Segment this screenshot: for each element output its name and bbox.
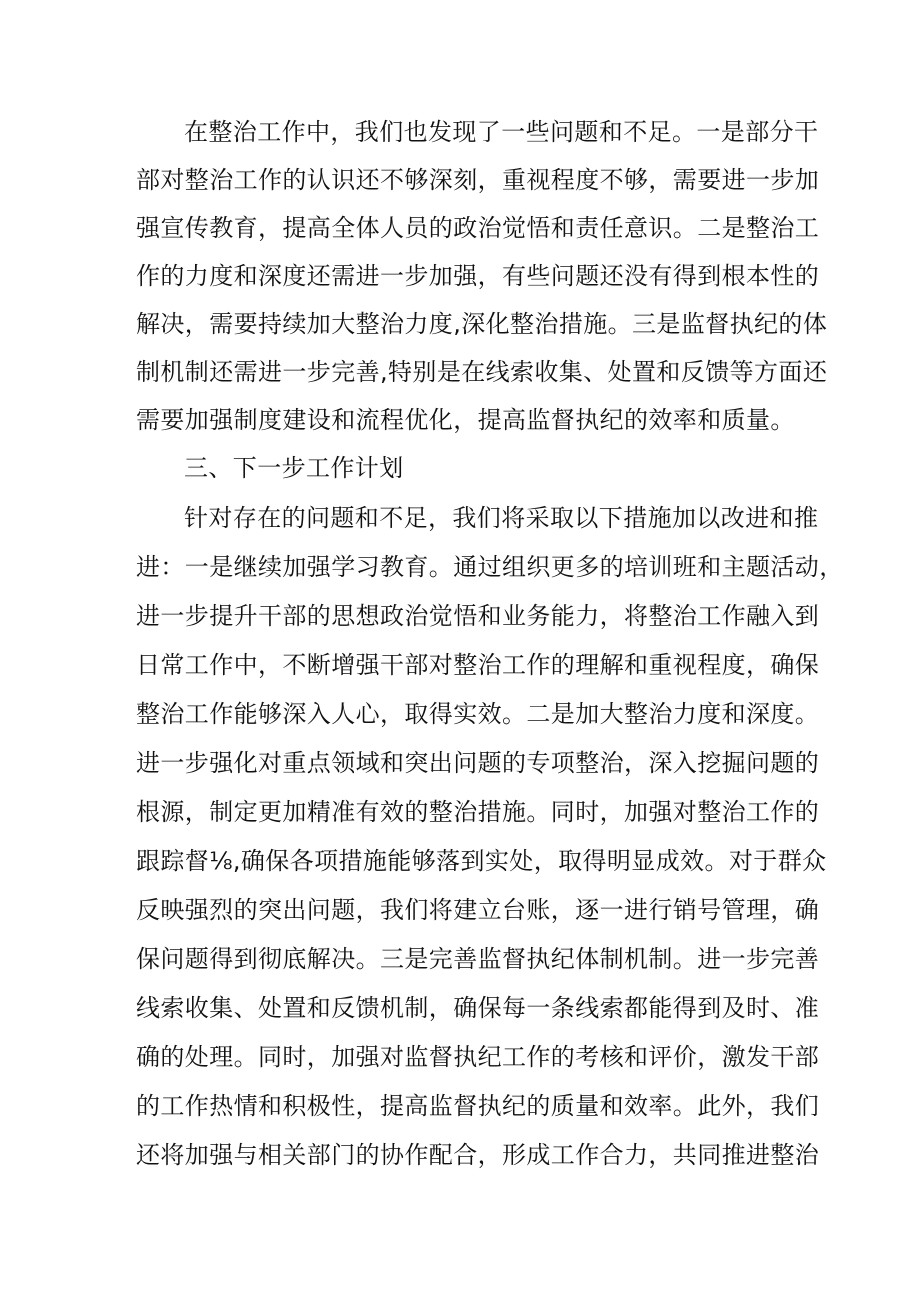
paragraph-line: 需要加强制度建设和流程优化，提高监督执纪的效率和质量。 bbox=[136, 406, 795, 434]
paragraph-line: 制机制还需进一步完善,特别是在线索收集、处置和反馈等方面还 bbox=[136, 358, 828, 386]
paragraph-line: 部对整治工作的认识还不够深刻，重视程度不够，需要进一步加 bbox=[136, 166, 820, 194]
paragraph-line: 作的力度和深度还需进一步加强，有些问题还没有得到根本性的 bbox=[136, 262, 820, 290]
paragraph-line: 针对存在的问题和不足，我们将采取以下措施加以改进和推 bbox=[184, 504, 819, 532]
paragraph-line: 日常工作中，不断增强干部对整治工作的理解和重视程度，确保 bbox=[136, 651, 820, 679]
paragraph-line: 跟踪督⅛,确保各项措施能够落到实处，取得明显成效。对于群众 bbox=[136, 847, 827, 875]
paragraph-line: 整治工作能够深入人心，取得实效。二是加大整治力度和深度。 bbox=[136, 700, 820, 728]
paragraph-line: 确的处理。同时，加强对监督执纪工作的考核和评价，激发干部 bbox=[136, 1043, 820, 1071]
paragraph-line: 保问题得到彻底解决。三是完善监督执纪体制机制。进一步完善 bbox=[136, 945, 820, 973]
paragraph-line: 强宣传教育，提高全体人员的政治觉悟和责任意识。二是整治工 bbox=[136, 214, 820, 242]
paragraph-line: 进一步提升干部的思想政治觉悟和业务能力，将整治工作融入到 bbox=[136, 602, 820, 630]
paragraph-line: 解决，需要持续加大整治力度,深化整治措施。三是监督执纪的体 bbox=[136, 310, 828, 338]
paragraph-line: 反映强烈的突出问题，我们将建立台账，逐一进行销号管理，确 bbox=[136, 896, 820, 924]
paragraph-line: 根源，制定更加精准有效的整治措施。同时，加强对整治工作的 bbox=[136, 798, 820, 826]
paragraph-line: 进：一是继续加强学习教育。通过组织更多的培训班和主题活动， bbox=[136, 553, 844, 581]
paragraph-line: 在整治工作中，我们也发现了一些问题和不足。一是部分干 bbox=[184, 118, 819, 146]
paragraph-line: 还将加强与相关部门的协作配合，形成工作合力，共同推进整治 bbox=[136, 1141, 820, 1169]
section-heading: 三、下一步工作计划 bbox=[184, 454, 404, 482]
paragraph-line: 进一步强化对重点领域和突出问题的专项整治，深入挖掘问题的 bbox=[136, 749, 820, 777]
paragraph-line: 线索收集、处置和反馈机制，确保每一条线索都能得到及时、准 bbox=[136, 994, 820, 1022]
paragraph-line: 的工作热情和积极性，提高监督执纪的质量和效率。此外，我们 bbox=[136, 1092, 820, 1120]
